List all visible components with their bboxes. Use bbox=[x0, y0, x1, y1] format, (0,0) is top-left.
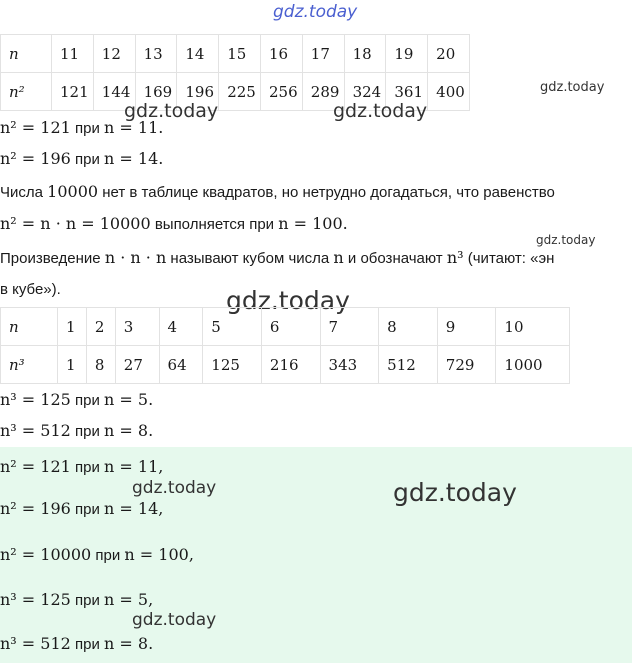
table-cell: 512 bbox=[379, 346, 438, 384]
table-cell: 6 bbox=[261, 308, 320, 346]
text-line: n² = n · n = 10000 выполняется при n = 100. bbox=[0, 214, 348, 233]
table-cell: 17 bbox=[302, 35, 344, 73]
table-cell: 2 bbox=[86, 308, 115, 346]
table-cell: 11 bbox=[52, 35, 94, 73]
answer-line: n² = 121 при n = 11, bbox=[0, 457, 164, 476]
text-line: Числа 10000 нет в таблице квадратов, но нетрудно догадаться, что равенство bbox=[0, 182, 555, 201]
watermark: gdz.today bbox=[132, 610, 217, 630]
table-cell: 256 bbox=[260, 73, 302, 111]
table-row bbox=[1, 346, 570, 384]
table-cell: 8 bbox=[86, 346, 115, 384]
cubes-table bbox=[0, 307, 570, 384]
table-cell: 12 bbox=[93, 35, 135, 73]
table-cell: 343 bbox=[320, 346, 379, 384]
table-cell: 1000 bbox=[496, 346, 570, 384]
table-cell: 14 bbox=[177, 35, 219, 73]
answer-line: n² = 10000 при n = 100, bbox=[0, 545, 194, 564]
watermark: gdz.today bbox=[124, 100, 219, 122]
table-cell: 361 bbox=[386, 73, 428, 111]
watermark: gdz.today bbox=[333, 100, 428, 122]
table-cell: 7 bbox=[320, 308, 379, 346]
text-line: n³ = 512 при n = 8. bbox=[0, 421, 154, 440]
table-cell: 144 bbox=[93, 73, 135, 111]
table-cell: 20 bbox=[428, 35, 470, 73]
text-line: n² = 196 при n = 14. bbox=[0, 149, 164, 168]
table-cell: n² bbox=[1, 73, 52, 111]
table-cell: 9 bbox=[437, 308, 496, 346]
table-cell: 64 bbox=[159, 346, 203, 384]
table-cell: 5 bbox=[203, 308, 262, 346]
table-cell: n bbox=[1, 35, 52, 73]
table-cell: n bbox=[1, 308, 58, 346]
table-cell: 169 bbox=[135, 73, 177, 111]
watermark-top: gdz.today bbox=[273, 2, 358, 22]
watermark: gdz.today bbox=[132, 478, 217, 498]
table-cell: 1 bbox=[58, 346, 87, 384]
table-cell: 8 bbox=[379, 308, 438, 346]
table-cell: 196 bbox=[177, 73, 219, 111]
table-cell: 10 bbox=[496, 308, 570, 346]
table-cell: 289 bbox=[302, 73, 344, 111]
table-cell: 18 bbox=[344, 35, 386, 73]
text-line: Произведение n · n · n называют кубом числа n и обозначают n³ (читают: «эн bbox=[0, 248, 555, 267]
watermark: gdz.today bbox=[393, 478, 517, 507]
table-cell: 125 bbox=[203, 346, 262, 384]
table-row bbox=[1, 308, 570, 346]
table-cell: 1 bbox=[58, 308, 87, 346]
table-cell: 27 bbox=[115, 346, 159, 384]
text-line: n² = 121 при n = 11. bbox=[0, 118, 164, 137]
table-row bbox=[1, 35, 470, 73]
table-cell: 13 bbox=[135, 35, 177, 73]
table-cell: 216 bbox=[261, 346, 320, 384]
table-cell: 15 bbox=[219, 35, 261, 73]
table-cell: 225 bbox=[219, 73, 261, 111]
table-cell: 121 bbox=[52, 73, 94, 111]
table-cell: 4 bbox=[159, 308, 203, 346]
watermark: gdz.today bbox=[536, 233, 596, 247]
table-cell: 324 bbox=[344, 73, 386, 111]
table-cell: 3 bbox=[115, 308, 159, 346]
table-cell: 19 bbox=[386, 35, 428, 73]
watermark: gdz.today bbox=[226, 286, 350, 315]
answer-line: n² = 196 при n = 14, bbox=[0, 499, 164, 518]
text-line: n³ = 125 при n = 5. bbox=[0, 390, 154, 409]
table-cell: 16 bbox=[260, 35, 302, 73]
watermark: gdz.today bbox=[540, 80, 605, 95]
table-cell: 729 bbox=[437, 346, 496, 384]
text-line: в кубе»). bbox=[0, 281, 61, 298]
answer-line: n³ = 512 при n = 8. bbox=[0, 634, 154, 653]
table-cell: n³ bbox=[1, 346, 58, 384]
answer-line: n³ = 125 при n = 5, bbox=[0, 590, 154, 609]
table-cell: 400 bbox=[428, 73, 470, 111]
